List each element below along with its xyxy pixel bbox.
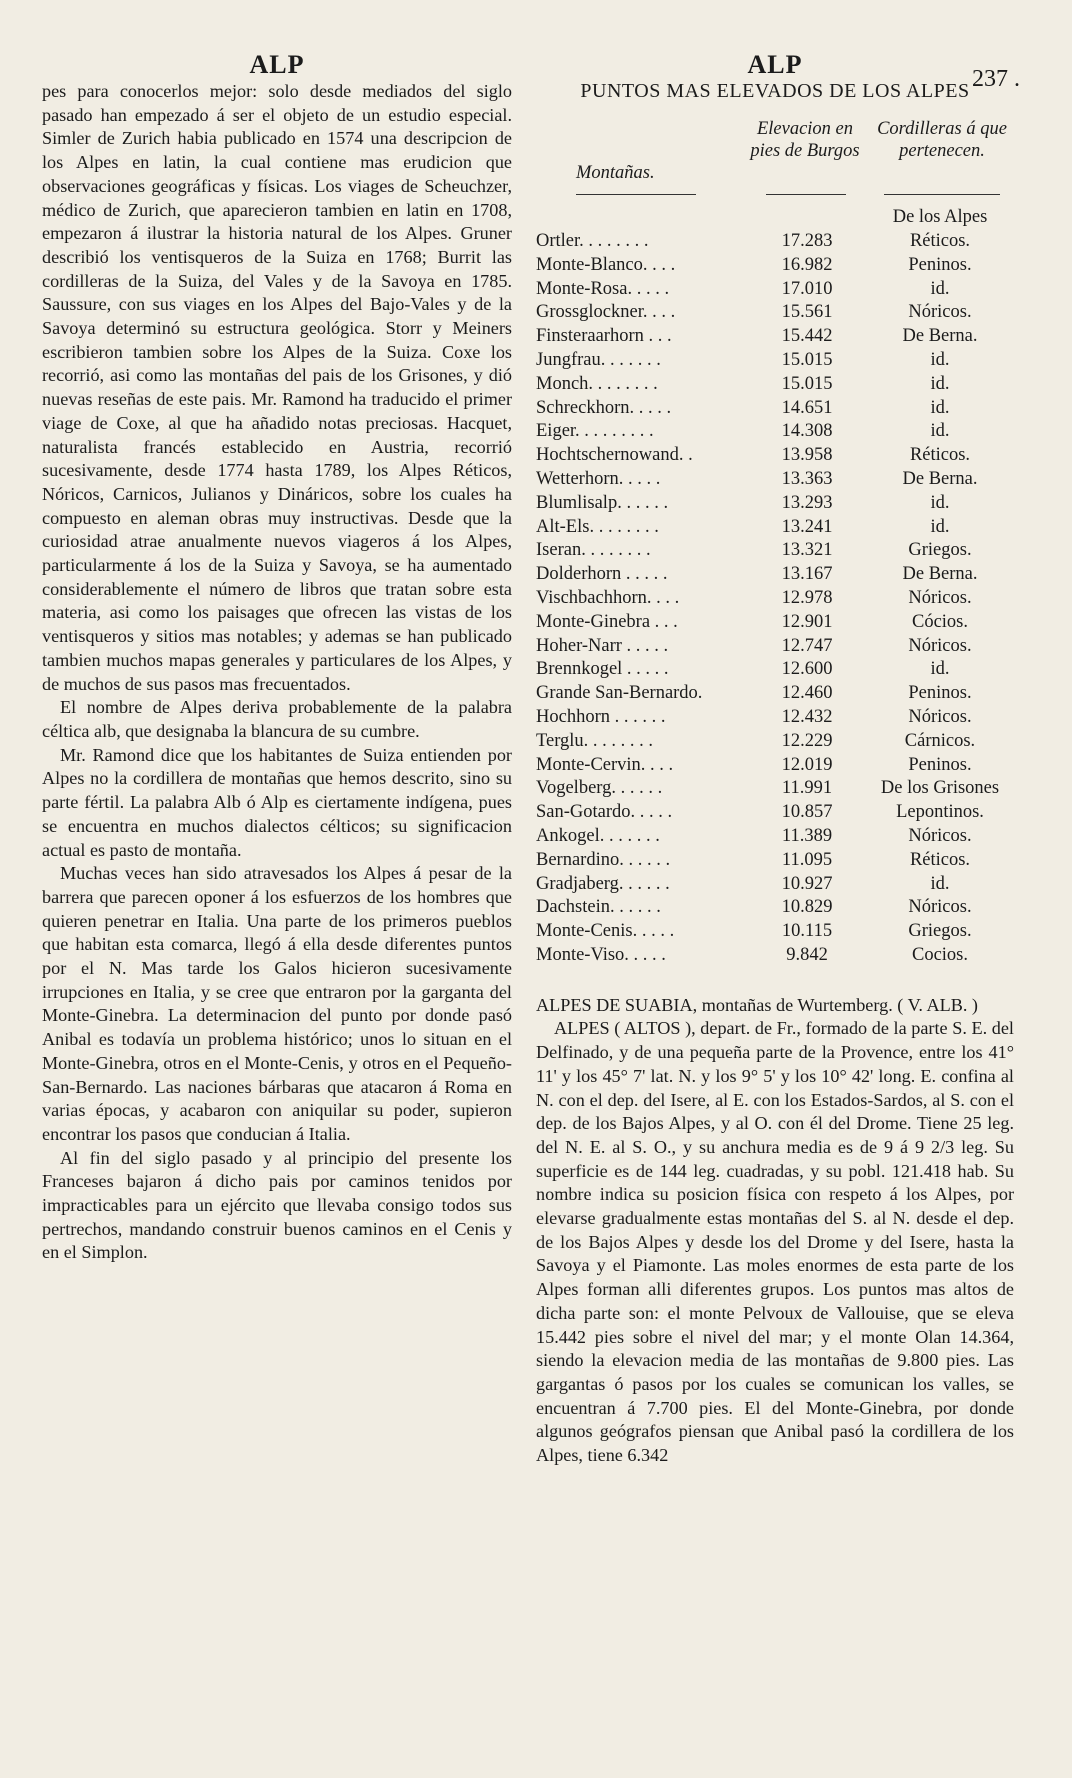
mountain-name: Terglu. . . . . . . . [536,730,654,751]
mountain-name: Grande San-Bernardo. [536,683,703,704]
elevation-value: 14.651 [781,397,833,418]
elevation-value: 10.927 [781,873,833,894]
table-row [536,516,1014,540]
table-row [536,896,1014,920]
cordillera-name: id. [930,278,950,299]
elevation-value: 12.460 [781,683,833,704]
elevation-value: 13.241 [781,516,833,537]
elevation-value: 17.283 [781,231,833,251]
mountain-name: Vischbachhorn. . . . [536,587,680,608]
elevation-value: 13.167 [781,564,833,585]
cordillera-name: Griegos. [908,921,972,942]
mountain-name: Ankogel. . . . . . . [536,825,660,846]
mountain-name: Ortler. . . . . . . . [536,231,649,251]
cordillera-name: id. [930,492,950,513]
mountain-name: Monte-Rosa. . . . . [536,278,670,299]
header-rule [884,194,1000,195]
paragraph: Al fin del siglo pasado y al principio del presente los Franceses bajaron á dicho pais por caminos tenidos por impracticables para un ejército que llevaba consigo todos sus pertrechos, mandando construir buenos caminos en el Cenis y en el Simplon. [42,1147,512,1263]
cordillera-name: Réticos. [909,231,971,251]
table-row [536,611,1014,635]
paragraph: pes para conocerlos mejor: solo desde mediados del siglo pasado han empezado á ser el objeto de un estudio especial. Simler de Zurich habia publicado en 1574 una descripcion de los Alpes en latin, la cual contiene mas erudicion que observaciones geográficas y físicas. Los viages de Scheuchzer, médico de Zurich, que aparecieron tambien en latin en 1708, empezaron á ilustrar la historia natural de los Alpes. Gruner describió los ventisqueros de la Suiza en 1768; Burrit las cordilleras de la Suiza, del Vales y de la Savoya en 1785. Saussure, con sus viages en los Alpes del Bajo-Vales y de la Savoya determinó su estructura geológica. Storr y Meiners escribieron tambien sobre los Alpes de la Suiza. Coxe los recorrió, asi como las montañas del pais de los Grisones, y dió nuevas reseñas de este pais. Mr. Ramond ha traducido el primer viage de Coxe, al que ha añadido notas preciosas. Hacquet, naturalista francés establecido en Austria, recorrió sucesivamente, desde 1774 hasta 1789, los Alpes Réticos, Nóricos, Carnicos, Julianos y Dináricos, sobre los cuales ha compuesto en aleman obras muy instructivas. Desde que la curiosidad atrae anualmente nuevos viageros á los Alpes, particularmente á los de la Suiza y Savoya, se ha aumentado considerablemente el número de libros que tratan sobre esta materia, asi como los paisages que ofrecen las vistas de los ventisqueros y sitios mas notables; y ademas se han publicado tambien muchos mapas generales y particulares de los Alpes, y de muchos de sus pasos mas frecuentados. [42,81,512,694]
paragraph: ALPES ( ALTOS ), depart. de Fr., formado de la parte S. E. del Delfinado, y de una pequeña parte de la Provence, entre los 41° 11' y los 45° 7' lat. N. y los 9° 5' y los 10° 42' long. E. confina al N. con el dep. del Isere, al E. con los Estados-Sardos, al S. con el dep. de los Bajos Alpes, y al O. con él del Drome. Tiene 25 leg. del N. E. al S. O., y su anchura media es de 9 á 9 2/3 leg. Su superficie es de 144 leg. cuadradas, y su pobl. 121.418 hab. Su nombre indica su posicion física con respeto á los Alpes, por elevarse gradualmente estas montañas del S. al N. desde el dep. de los Bajos Alpes y desde los del Drome y del Isere, hasta la Savoya y el Piamonte. Las moles enormes de esta parte de los Alpes forman alli diferentes grupos. Los puntos mas altos de dicha parte son: el monte Pelvoux de Vallouise, que se eleva 15.442 pies sobre el nivel del mar; y el monte Olan 14.364, siendo la elevacion media de las montañas de 9.800 pies. Las gargantas ó pasos por los cuales se comunican los valles, se encuentran á 7.700 pies. El del Monte-Ginebra, por donde algunos geógrafos piensan que Anibal pasó la cordillera de los Alpes, tiene 6.342 [536,1018,1014,1466]
elevation-value: 12.901 [781,611,833,632]
cordillera-name: De los Grisones [880,778,1000,799]
mountain-name: Iseran. . . . . . . . [536,540,651,561]
table-row [536,682,1014,706]
page-number: 237 . [972,66,1020,92]
elevation-value: 15.561 [781,302,833,323]
table-row [536,849,1014,873]
table-row [536,539,1014,563]
cordillera-name: De Berna. [902,468,978,489]
header-rule [766,194,846,195]
elevation-value: 15.015 [781,373,833,394]
table-row [536,587,1014,611]
left-running-header: ALP [249,50,305,79]
table-row [536,944,1014,968]
elevation-value: 16.982 [781,254,833,275]
elevation-value: 17.010 [781,278,833,299]
mountain-name: Monte-Cenis. . . . . [536,921,675,942]
column-header-cordillera: Cordilleras á que pertenecen. [877,119,1007,161]
table-row [536,325,1014,349]
cordillera-name: Nóricos. [908,635,972,656]
mountain-name: Monte-Blanco. . . . [536,254,676,275]
mountain-name: Dachstein. . . . . . [536,897,661,918]
cordillera-name: Lepontinos. [896,802,984,823]
column-header-mountains: Montañas. [576,163,655,183]
elevation-value: 11.095 [781,849,833,870]
elevation-value: 15.015 [781,349,833,370]
table-row [536,825,1014,849]
cordillera-name: id. [930,659,950,680]
paragraph: Mr. Ramond dice que los habitantes de Suiza entienden por Alpes no la cordillera de montañas que hemos descrito, sino su parte fértil. La palabra Alb ó Alp es ciertamente indígena, pues se encuentra en muchos dialectos célticos; su significacion actual es pasto de montaña. [42,744,512,860]
mountain-name: Eiger. . . . . . . . . [536,421,654,442]
cordillera-name: Peninos. [908,683,972,704]
table-row [536,563,1014,587]
elevation-value: 12.229 [781,730,833,751]
elevation-value: 13.363 [781,468,833,489]
elevation-value: 13.958 [781,445,833,466]
cordillera-name: Nóricos. [908,825,972,846]
cordillera-name: Griegos. [908,540,972,561]
elevation-value: 13.293 [781,492,833,513]
cordillera-name: id. [930,873,950,894]
mountain-name: Monch. . . . . . . . [536,373,658,394]
table-row [536,730,1014,754]
paragraph: ALPES DE SUABIA, montañas de Wurtemberg. ( V. ALB. ) [536,994,978,1015]
table-row [536,278,1014,302]
mountain-name: San-Gotardo. . . . . [536,802,673,823]
elevation-value: 10.115 [781,921,833,942]
table-row [536,635,1014,659]
table-title: PUNTOS MAS ELEVADOS DE LOS ALPES [580,80,970,102]
mountain-name: Dolderhorn . . . . . [536,564,668,585]
table-row [536,373,1014,397]
mountain-name: Hochtschernowand. . [536,445,693,466]
elevation-value: 14.308 [781,421,833,442]
table-row [536,777,1014,801]
cordillera-name: Nóricos. [908,302,972,323]
cordillera-name: id. [930,349,950,370]
cordillera-name: id. [930,421,950,442]
mountain-name: Hochhorn . . . . . . [536,706,666,727]
table-row [536,920,1014,944]
mountain-name: Brennkogel . . . . . [536,659,669,680]
right-column [536,50,1014,1468]
cordillera-name: Cocios. [911,944,968,965]
cordillera-prefix: De los Alpes [892,207,988,228]
cordillera-name: Nóricos. [908,897,972,918]
mountain-name: Hoher-Narr . . . . . [536,635,669,656]
table-row [536,444,1014,468]
elevation-value: 12.019 [781,754,833,775]
elevation-value: 12.747 [781,635,833,656]
mountain-name: Vogelberg. . . . . . [536,778,663,799]
table-row [536,230,1014,254]
table-row [536,349,1014,373]
table-row [536,468,1014,492]
table-row [536,301,1014,325]
paragraph: El nombre de Alpes deriva probablemente de la palabra céltica alb, que designaba la blancura de su cumbre. [42,697,512,741]
cordillera-name: Cócios. [911,611,968,632]
table-row [536,658,1014,682]
table-row [536,254,1014,278]
elevation-value: 10.857 [781,802,833,823]
table-row [536,754,1014,778]
mountain-name: Wetterhorn. . . . . [536,468,661,489]
elevation-value: 15.442 [781,326,833,347]
elevation-value: 9.842 [786,944,828,965]
table-row [536,801,1014,825]
mountain-name: Bernardino. . . . . . [536,849,671,870]
cordillera-name: Réticos. [909,849,971,870]
elevation-value: 10.829 [781,897,833,918]
elevation-table [536,206,1014,968]
table-row [536,397,1014,421]
elevation-value: 12.600 [781,659,833,680]
cordillera-name: Nóricos. [908,587,972,608]
mountain-name: Jungfrau. . . . . . . [536,349,661,370]
right-running-header: ALP [747,50,803,79]
header-rule [576,194,696,195]
paragraph: Muchas veces han sido atravesados los Alpes á pesar de la barrera que parecen oponer á los esfuerzos de los hombres que quieren penetrar en Italia. Una parte de los primeros pueblos que habitan esta comarca, llegó á ella desde diferentes puntos por el N. Mas tarde los Galos hicieron sucesivamente irrupciones en Italia, y se cree que entraron por la garganta del Monte-Ginebra. La determinacion del punto por donde pasó Anibal es todavía un problema histórico; unos lo situan en el Monte-Ginebra, otros en el Monte-Cenis, y otros en el Pequeño-San-Bernardo. Las naciones bárbaras que atacaron á Roma en varias épocas, y acabaron con aniquilar su poder, supieron encontrar los pasos que conducian á Italia. [42,863,512,1144]
cordillera-name: id. [930,397,950,418]
elevation-value: 12.978 [781,587,833,608]
table-row [536,492,1014,516]
cordillera-name: id. [930,516,950,537]
table-row [536,420,1014,444]
cordillera-name: Nóricos. [908,706,972,727]
elevation-value: 12.432 [781,706,833,727]
table-header [536,110,1014,206]
mountain-name: Monte-Cervin. . . . [536,754,674,775]
left-body-text [42,80,512,1265]
mountain-name: Monte-Viso. . . . . [536,944,666,965]
cordillera-name: Réticos. [909,445,971,466]
elevation-value: 13.321 [781,540,833,561]
mountain-name: Monte-Ginebra . . . [536,611,678,632]
table-row [536,873,1014,897]
cordillera-name: Peninos. [908,754,972,775]
mountain-name: Grossglockner. . . . [536,302,676,323]
cordillera-name: id. [930,373,950,394]
mountain-name: Schreckhorn. . . . . [536,397,672,418]
mountain-name: Alt-Els. . . . . . . . [536,516,659,537]
elevation-value: 11.991 [781,778,833,799]
mountain-name: Finsteraarhorn . . . [536,326,672,347]
cordillera-name: Cárnicos. [904,730,976,751]
right-body-text [536,994,1014,1468]
table-row [536,206,1014,230]
cordillera-name: Peninos. [908,254,972,275]
column-header-elevation: Elevacion en pies de Burgos [750,119,860,161]
cordillera-name: De Berna. [902,564,978,585]
mountain-name: Blumlisalp. . . . . . [536,492,669,513]
elevation-value: 11.389 [781,825,833,846]
left-column [42,50,512,1265]
mountain-name: Gradjaberg. . . . . . [536,873,670,894]
table-row [536,706,1014,730]
cordillera-name: De Berna. [902,326,978,347]
